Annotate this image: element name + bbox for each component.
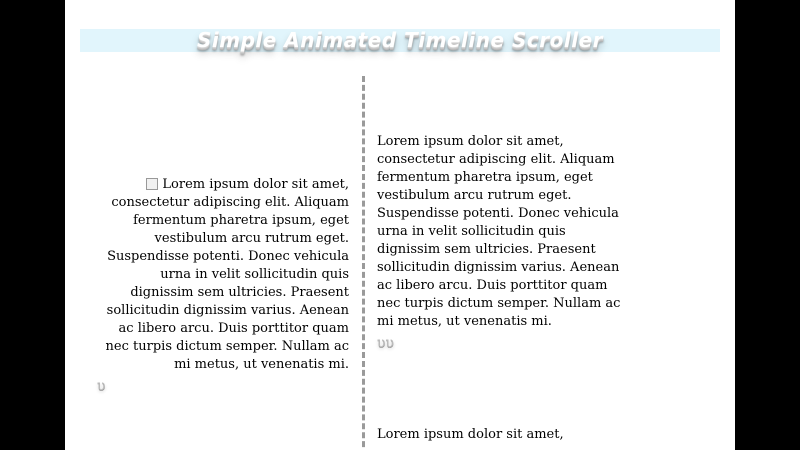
timeline-page [65, 0, 735, 450]
timeline-item-text [97, 176, 349, 374]
timeline-item-left [97, 176, 349, 394]
timeline-divider [362, 76, 365, 450]
timeline-item-right [377, 133, 627, 351]
timeline-item-text [377, 133, 627, 331]
marker-icon: υυ [377, 335, 395, 351]
timeline-item-bottom [377, 426, 627, 444]
broken-image-icon [146, 178, 158, 190]
timeline-item-text-content: Lorem ipsum dolor sit amet, [377, 427, 564, 442]
marker-icon: υ [97, 378, 106, 394]
page-title: Simple Animated Timeline Scroller [197, 28, 603, 52]
timeline-item-text-content: Lorem ipsum dolor sit amet, consectetur adipiscing elit. Aliquam fermentum pharetra ipsum, eget vestibulum arcu rutrum eget. Suspendisse potenti. Donec vehicula urna in velit sollicitudin quis dignissim sem ultricies. Praesent sollicitudin dignissim varius. Aenean ac libero arcu. Duis porttitor quam nec turpis dictum semper. Nullam ac mi metus, ut venenatis mi. [105, 177, 349, 372]
title-bar [80, 29, 720, 52]
timeline-item-text [377, 426, 627, 444]
timeline-item-text-content: Lorem ipsum dolor sit amet, consectetur adipiscing elit. Aliquam fermentum pharetra ipsum, eget vestibulum arcu rutrum eget. Suspendisse potenti. Donec vehicula urna in velit sollicitudin quis dignissim sem ultricies. Praesent sollicitudin dignissim varius. Aenean ac libero arcu. Duis porttitor quam nec turpis dictum semper. Nullam ac mi metus, ut venenatis mi. [377, 134, 621, 329]
